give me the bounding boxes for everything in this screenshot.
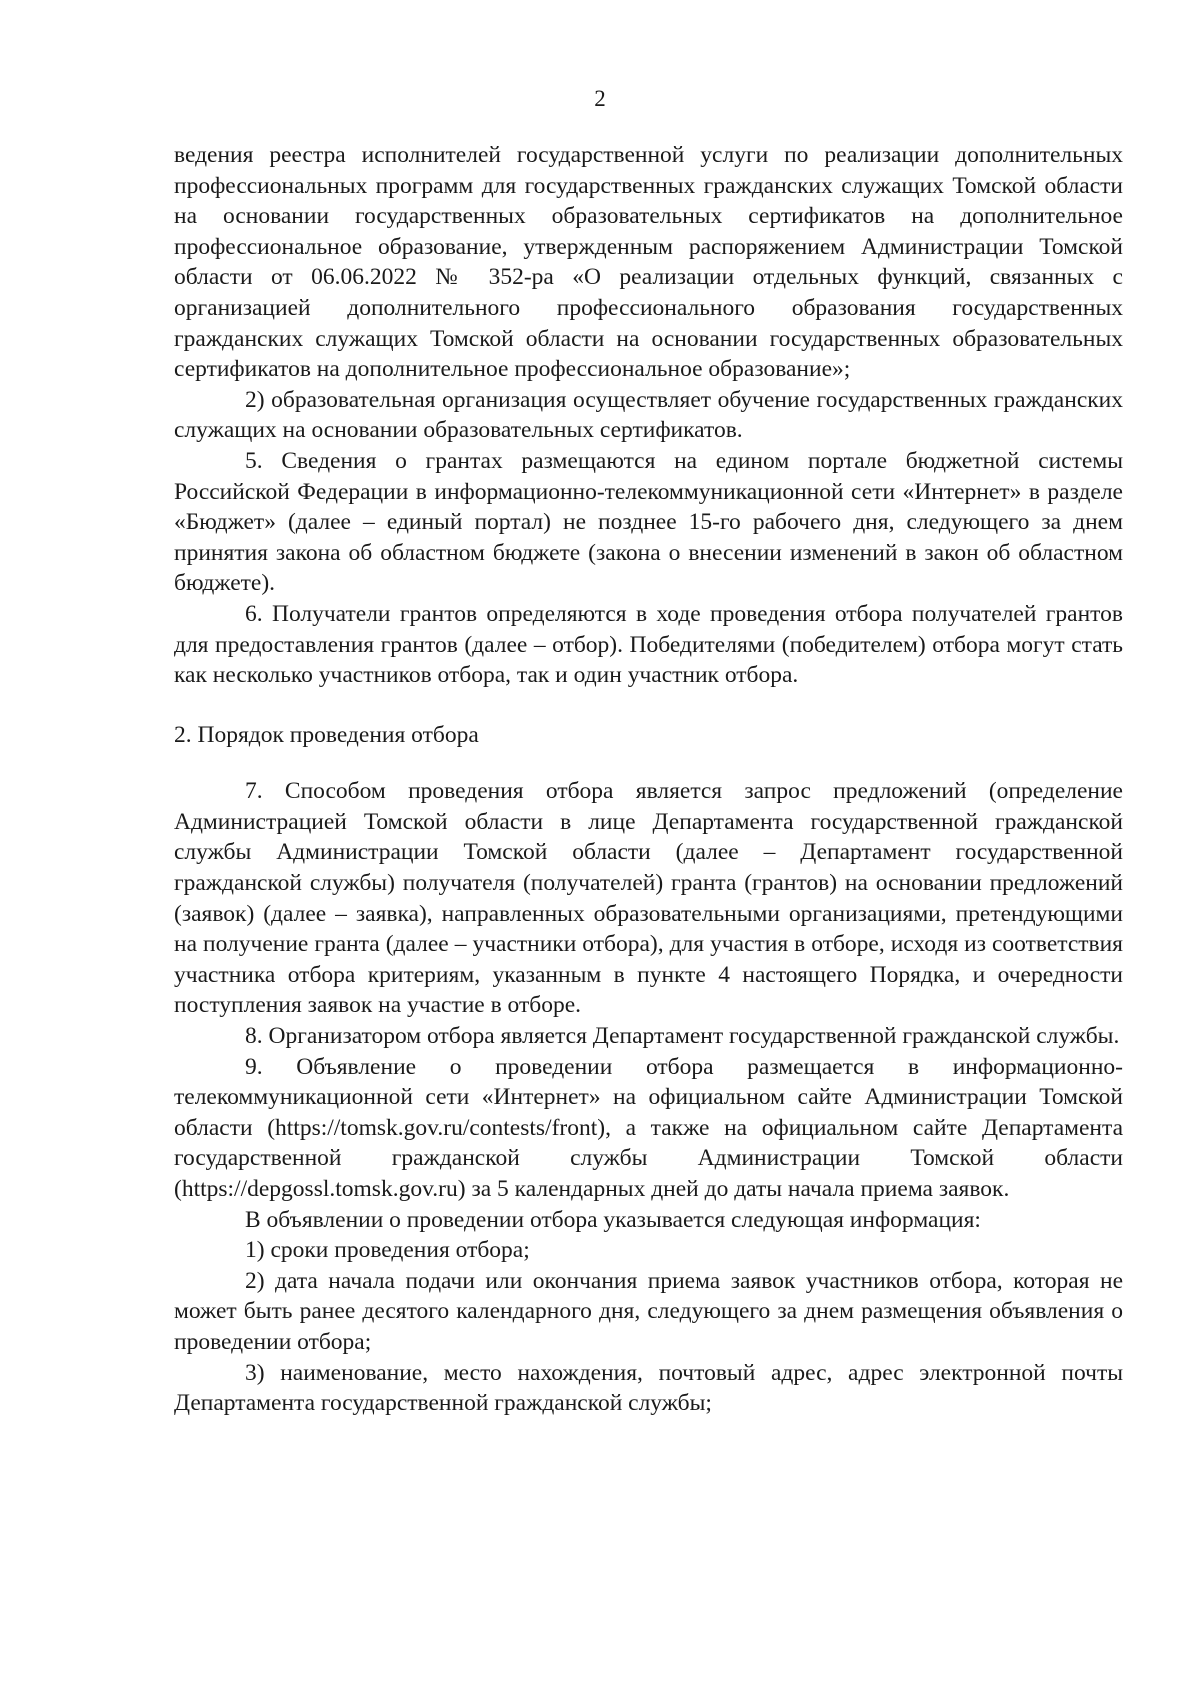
paragraph-item-2: 2) образовательная организация осуществляет обучение государственных гражданских служащих на основании образовательных сертификатов. [174,386,1123,444]
list-item-1: 1) сроки проведения отбора; [245,1237,530,1264]
paragraph-continuation: ведения реестра исполнителей государственной услуги по реализации дополнительных профессиональных программ для государственных гражданских служащих Томской области на основании государственных образовательных сертификатов на дополнительное профессиональное образование, утвержденным распоряжением Администрации Томской области от 06.06.2022 № 352-ра «О реализации отдельных функций, связанных с организацией дополнительного профессионального образования государственных гражданских служащих Томской области на основании государственных образовательных сертификатов на дополнительное профессиональное образование»; [174,142,1123,383]
list-item-2: 2) дата начала подачи или окончания приема заявок участников отбора, которая не может быть ранее десятого календарного дня, следующего за днем размещения объявления о проведении отбора; [174,1267,1123,1355]
paragraph-clause-8: 8. Организатором отбора является Департамент государственной гражданской службы. [245,1023,1120,1050]
document-body [174,140,1123,1419]
paragraph-clause-6: 6. Получатели грантов определяются в ходе проведения отбора получателей грантов для предоставления грантов (далее – отбор). Победителями (победителем) отбора могут стать как несколько участников отбора, так и один участник отбора. [174,600,1123,689]
paragraph-clause-7: 7. Способом проведения отбора является запрос предложений (определение Администрацией Томской области в лице Департамента государственной гражданской службы Администрации Томской области (далее – Департамент государственной гражданской службы) получателя (получателей) гранта (грантов) на основании предложений (заявок) (далее – заявка), направленных образовательными организациями, претендующими на получение гранта (далее – участники отбора), для участия в отборе, исходя из соответствия участника отбора критериям, указанным в пункте 4 настоящего Порядка, и очередности поступления заявок на участие в отборе. [174,778,1123,1019]
section-heading: 2. Порядок проведения отбора [174,721,479,748]
paragraph-clause-5: 5. Сведения о грантах размещаются на едином портале бюджетной системы Российской Федерации в информационно-телекоммуникационной сети «Интернет» в разделе «Бюджет» (далее – единый портал) не позднее 15-го рабочего дня, следующего за днем принятия закона об областном бюджете (закона о внесении изменений в закон об областном бюджете). [174,447,1123,597]
page-number: 2 [594,86,606,111]
paragraph-clause-9: 9. Объявление о проведении отбора размещается в информационно-телекоммуникационной сети «Интернет» на официальном сайте Администрации Томской области (https://tomsk.gov.ru/contests/front), а также на официальном сайте Департамента государственной гражданской службы Администрации Томской области (https://depgossl.tomsk.gov.ru) за 5 календарных дней до даты начала приема заявок. [174,1053,1123,1202]
paragraph-announcement-intro: В объявлении о проведении отбора указывается следующая информация: [245,1206,981,1233]
list-item-3: 3) наименование, место нахождения, почтовый адрес, адрес электронной почты Департамента государственной гражданской службы; [174,1359,1123,1417]
